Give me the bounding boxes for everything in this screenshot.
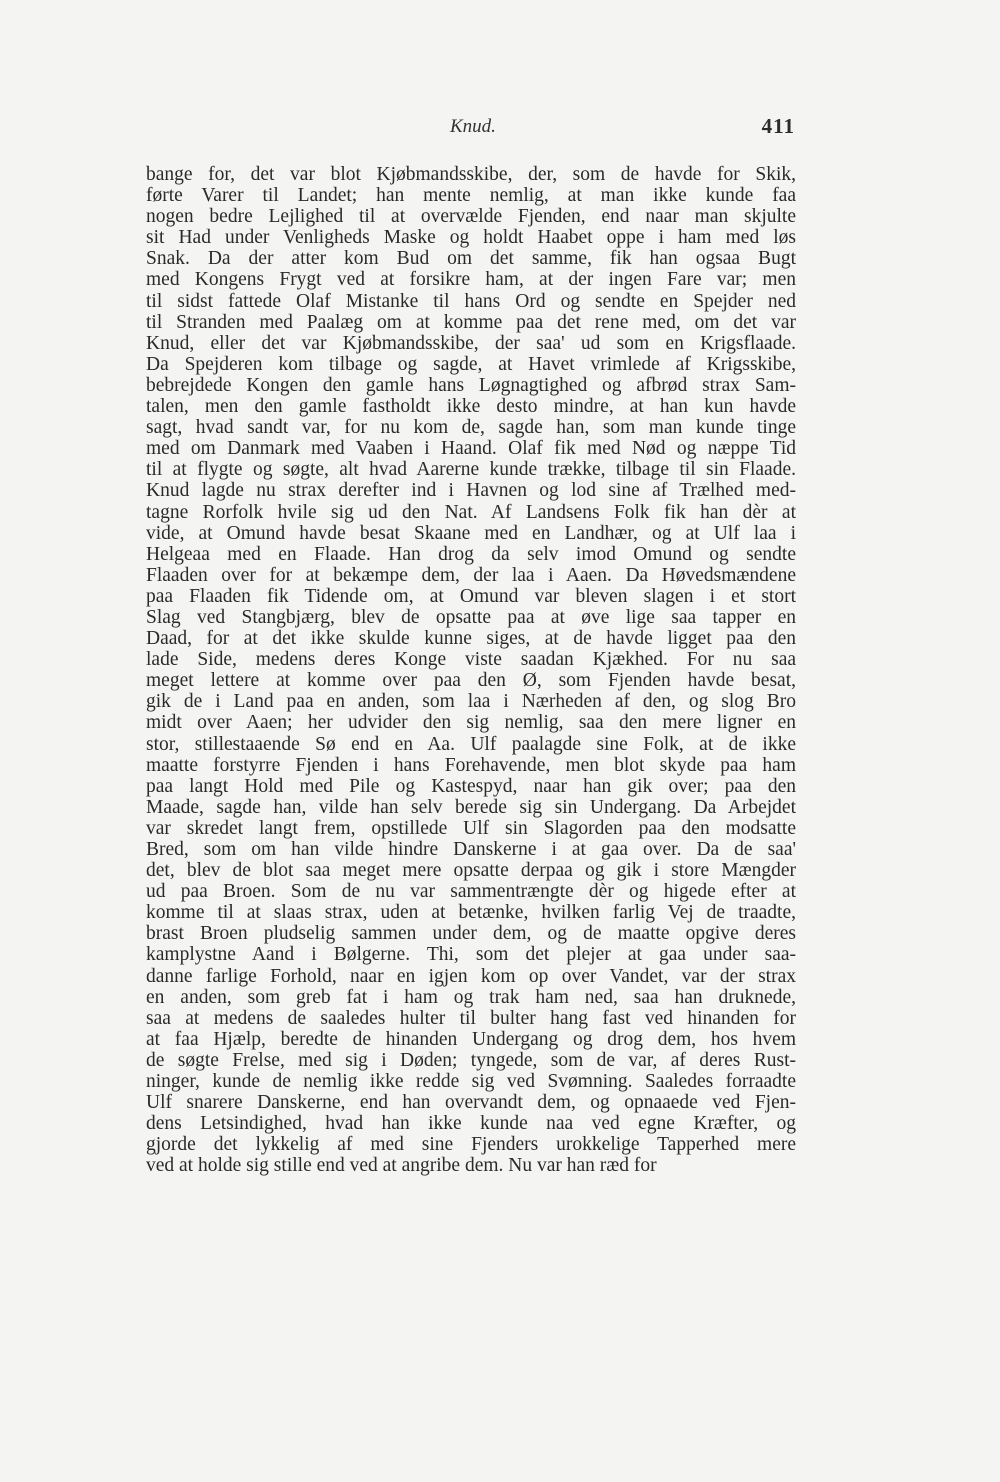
text-line: vide, at Omund havde besat Skaane med en Landhær, og at Ulf laa i (146, 522, 796, 544)
text-line: med om Danmark med Vaaben i Haand. Olaf fik med Nød og næppe Tid (146, 438, 796, 460)
text-line: sit Had under Venligheds Maske og holdt Haabet oppe i ham med løs (146, 227, 796, 249)
text-line: saa at medens de saaledes hulter til bulter hang fast ved hinanden for (146, 1007, 796, 1029)
running-title: Knud. (450, 116, 496, 137)
text-line: Helgeaa med en Flaade. Han drog da selv imod Omund og sendte (146, 543, 796, 565)
text-line: paa langt Hold med Pile og Kastespyd, naar han gik over; paa den (146, 775, 796, 797)
text-line: ved at holde sig stille end ved at angribe dem. Nu var han ræd for (146, 1155, 657, 1177)
text-line: til at flygte og søgte, alt hvad Aarerne kunde trække, tilbage til sin Flaade. (146, 459, 796, 481)
text-line: bebrejdede Kongen den gamle hans Løgnagtighed og afbrød strax Sam- (146, 374, 796, 396)
text-line: var skredet langt frem, opstillede Ulf sin Slagorden paa den modsatte (146, 817, 796, 839)
text-line: bange for, det var blot Kjøbmandsskibe, der, som de havde for Skik, (146, 164, 796, 185)
text-line: Flaaden over for at bekæmpe dem, der laa i Aaen. Da Høvedsmændene (146, 564, 796, 586)
text-line: Daad, for at det ikke skulde kunne siges, at de havde ligget paa den (146, 628, 796, 650)
text-line: paa Flaaden fik Tidende om, at Omund var bleven slagen i et stort (146, 585, 796, 607)
running-head (145, 116, 795, 146)
text-line: Maade, sagde han, vilde han selv berede sig sin Undergang. Da Arbejdet (146, 796, 796, 818)
text-line: kamplystne Aand i Bølgerne. Thi, som det plejer at gaa under saa- (146, 944, 796, 966)
text-line: Knud, eller det var Kjøbmandsskibe, der saa' ud som en Krigsflaade. (146, 332, 796, 354)
text-line: Da Spejderen kom tilbage og sagde, at Havet vrimlede af Krigsskibe, (146, 353, 796, 375)
text-line: Knud lagde nu strax derefter ind i Havnen og lod sine af Trælhed med- (146, 480, 796, 502)
text-line: til sidst fattede Olaf Mistanke til hans Ord og sendte en Spejder ned (146, 290, 796, 312)
text-line: til Stranden med Paalæg om at komme paa det rene med, om det var (146, 311, 796, 333)
text-line: Ulf snarere Danskerne, end han overvandt dem, og opnaaede ved Fjen- (146, 1092, 796, 1114)
text-line: at faa Hjælp, beredte de hinanden Undergang og drog dem, hos hvem (146, 1028, 796, 1050)
text-line: talen, men den gamle fastholdt ikke desto mindre, at han kun havde (146, 396, 796, 418)
text-line: lade Side, medens deres Konge viste saadan Kjækhed. For nu saa (146, 649, 796, 671)
text-line: meget lettere at komme over paa den Ø, som Fjenden havde besat, (146, 670, 796, 692)
text-line: Snak. Da der atter kom Bud om det samme, fik han ogsaa Bugt (146, 248, 796, 270)
text-line: midt over Aaen; her udvider den sig nemlig, saa den mere ligner en (146, 712, 796, 734)
text-line: tagne Rorfolk hvile sig ud den Nat. Af Landsens Folk fik han dèr at (146, 501, 796, 523)
body-text (146, 164, 796, 1177)
text-line: sagt, hvad sandt var, for nu kom de, sagde han, som man kunde tinge (146, 417, 796, 439)
text-line: brast Broen pludselig sammen under dem, og de maatte opgive deres (146, 923, 796, 945)
text-line: førte Varer til Landet; han mente nemlig, at man ikke kunde faa (146, 185, 796, 207)
text-line: med Kongens Frygt ved at forsikre ham, at der ingen Fare var; men (146, 269, 796, 291)
text-line: nogen bedre Lejlighed til at overvælde Fjenden, end naar man skjulte (146, 206, 796, 228)
text-line: stor, stillestaaende Sø end en Aa. Ulf paalagde sine Folk, at de ikke (146, 733, 796, 755)
text-line: komme til at slaas strax, uden at betænke, hvilken farlig Vej de traadte, (146, 902, 796, 924)
text-line: ud paa Broen. Som de nu var sammentrængte dèr og higede efter at (146, 881, 796, 903)
text-line: danne farlige Forhold, naar en igjen kom op over Vandet, var der strax (146, 965, 796, 987)
text-line: de søgte Frelse, med sig i Døden; tyngede, som de var, af deres Rust- (146, 1049, 796, 1071)
text-line: det, blev de blot saa meget mere opsatte derpaa og gik i store Mængder (146, 860, 796, 882)
text-line: ninger, kunde de nemlig ikke redde sig ved Svømning. Saaledes forraadte (146, 1071, 796, 1093)
text-line: en anden, som greb fat i ham og trak ham ned, saa han druknede, (146, 986, 796, 1008)
text-line: gjorde det lykkelig af med sine Fjenders urokkelige Tapperhed mere (146, 1134, 796, 1156)
page-number: 411 (761, 114, 795, 138)
text-line: Slag ved Stangbjærg, blev de opsatte paa at øve lige saa tapper en (146, 606, 796, 628)
text-line: Bred, som om han vilde hindre Danskerne i at gaa over. Da de saa' (146, 839, 796, 860)
text-line: maatte forstyrre Fjenden i hans Forehavende, men blot skyde paa ham (146, 754, 796, 776)
text-line: gik de i Land paa en anden, som laa i Nærheden af den, og slog Bro (146, 691, 796, 713)
text-line: dens Letsindighed, hvad han ikke kunde naa ved egne Kræfter, og (146, 1113, 796, 1135)
